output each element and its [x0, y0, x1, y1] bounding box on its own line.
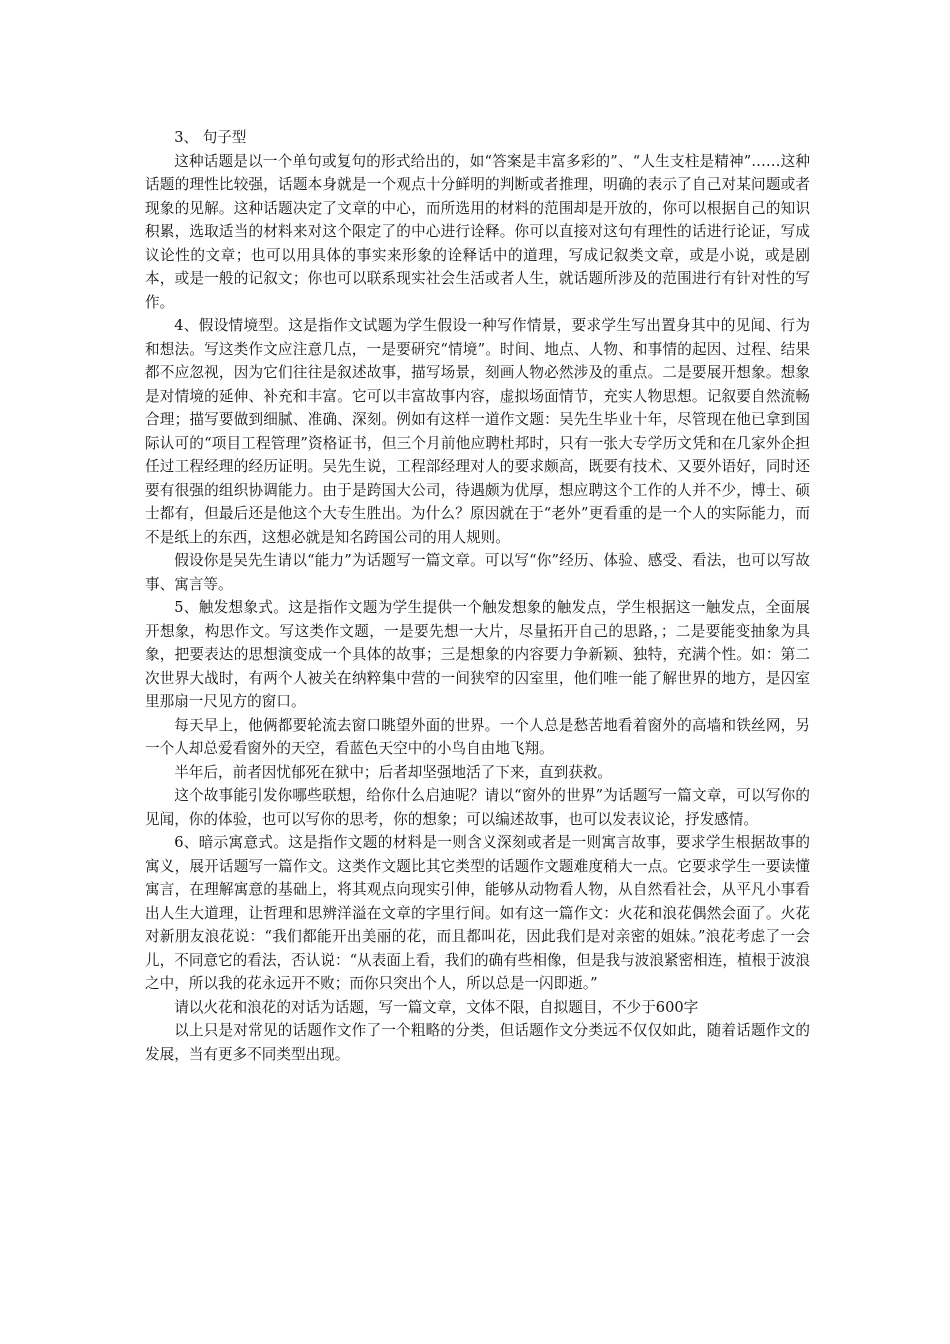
paragraph-triggered-imagination: 5、触发想象式。这是指作文题为学生提供一个触发想象的触发点，学生根据这一触发点，全面展开想象，构思作文。写这类作文题，一是要先想一大片，尽量拓开自己的思路，；二是要能变抽象为具象，把要表达的思想演变成一个具体的故事；三是想象的内容要力争新颖、独特，充满个性。如：第二次世界大战时，有两个人被关在纳粹集中营的一间狭窄的囚室里，他们唯一能了解世界的地方，是囚室里那扇一尺见方的窗口。: [145, 599, 810, 710]
paragraph-hypothetical-situation: 4、假设情境型。这是指作文试题为学生假设一种写作情景，要求学生写出置身其中的见闻、行为和想法。写这类作文应注意几点，一是要研究“情境”。时间、地点、人物、和事情的起因、过程、结果都不应忽视，因为它们往往是叙述故事，描写场景，刻画人物必然涉及的重点。二是要展开想象。想象是对情境的延伸、补充和丰富。它可以丰富故事内容，虚拟场面情节，充实人物思想。记叙要自然流畅合理；描写要做到细腻、准确、深刻。例如有这样一道作文题：吴先生毕业十年，尽管现在他已拿到国际认可的“项目工程管理”资格证书，但三个月前他应聘杜邦时，只有一张大专学历文凭和在几家外企担任过工程经理的经历证明。吴先生说，工程部经理对人的要求颇高，既要有技术、又要外语好，同时还要有很强的组织协调能力。由于是跨国大公司，待遇颇为优厚，想应聘这个工作的人并不少，博士、硕士都有，但最后还是他这个大专生胜出。为什么？原因就在于“老外”更看重的是一个人的实际能力，而不是纸上的东西，这想必就是知名跨国公司的用人规则。: [145, 317, 810, 546]
paragraph-ability-prompt: 假设你是吴先生请以“能力”为话题写一篇文章。可以写“你”经历、体验、感受、看法，也可以写故事、寓言等。: [145, 552, 810, 593]
paragraph-implied-meaning: 6、暗示寓意式。这是指作文题的材料是一则含义深刻或者是一则寓言故事，要求学生根据故事的寓义，展开话题写一篇作文。这类作文题比其它类型的话题作文题难度稍大一点。它要求学生一要读懂寓言，在理解寓意的基础上，将其观点向现实引伸，能够从动物看人物，从自然看社会，从平凡小事看出人生大道理，让哲理和思辨洋溢在文章的字里行间。如有这一篇作文：火花和浪花偶然会面了。火花对新朋友浪花说：“我们都能开出美丽的花，而且都叫花，因此我们是对亲密的姐妹。”浪花考虑了一会儿，不同意它的看法，否认说：“从表面上看，我们的确有些相像，但是我与波浪紧密相连，植根于波浪之中，所以我的花永远开不败；而你只突出个人，所以总是一闪即逝。”: [145, 834, 810, 992]
section-heading-sentence-type: 3、 句子型: [174, 129, 247, 146]
paragraph-window-story-2: 半年后，前者因忧郁死在狱中；后者却坚强地活了下来，直到获救。: [174, 763, 613, 781]
paragraph-spark-prompt: 请以火花和浪花的对话为话题，写一篇文章，文体不限，自拟题目，不少于600字: [174, 998, 699, 1016]
paragraph-conclusion: 以上只是对常见的话题作文作了一个粗略的分类，但话题作文分类远不仅仅如此，随着话题作文的发展，当有更多不同类型出现。: [145, 1022, 810, 1063]
paragraph-window-story-1: 每天早上，他俩都要轮流去窗口眺望外面的世界。一个人总是愁苦地看着窗外的高墙和铁丝网，另一个人却总爱看窗外的天空，看蓝色天空中的小鸟自由地飞翔。: [145, 716, 810, 757]
paragraph-sentence-type-explanation: 这种话题是以一个单句或复句的形式给出的，如“答案是丰富多彩的”、“人生支柱是精神”……这种话题的理性比较强，话题本身就是一个观点十分鲜明的判断或者推理，明确的表示了自己对某问题或者现象的见解。这种话题决定了文章的中心，而所选用的材料的范围却是开放的，你可以根据自己的知识积累，选取适当的材料来对这个限定了的中心进行诠释。你可以直接对这句有理性的话进行论证，写成议论性的文章；也可以用具体的事实来形象的诠释话中的道理，写成记叙类文章，或是小说，或是剧本，或是一般的记叙文；你也可以联系现实社会生活或者人生，就话题所涉及的范围进行有针对性的写作。: [145, 152, 810, 311]
paragraph-window-prompt: 这个故事能引发你哪些联想，给你什么启迪呢？请以“窗外的世界”为话题写一篇文章，可以写你的见闻，你的体验，也可以写你的思考，你的想象；可以编述故事，也可以发表议论，抒发感情。: [145, 787, 810, 828]
document-page: [145, 126, 810, 1066]
